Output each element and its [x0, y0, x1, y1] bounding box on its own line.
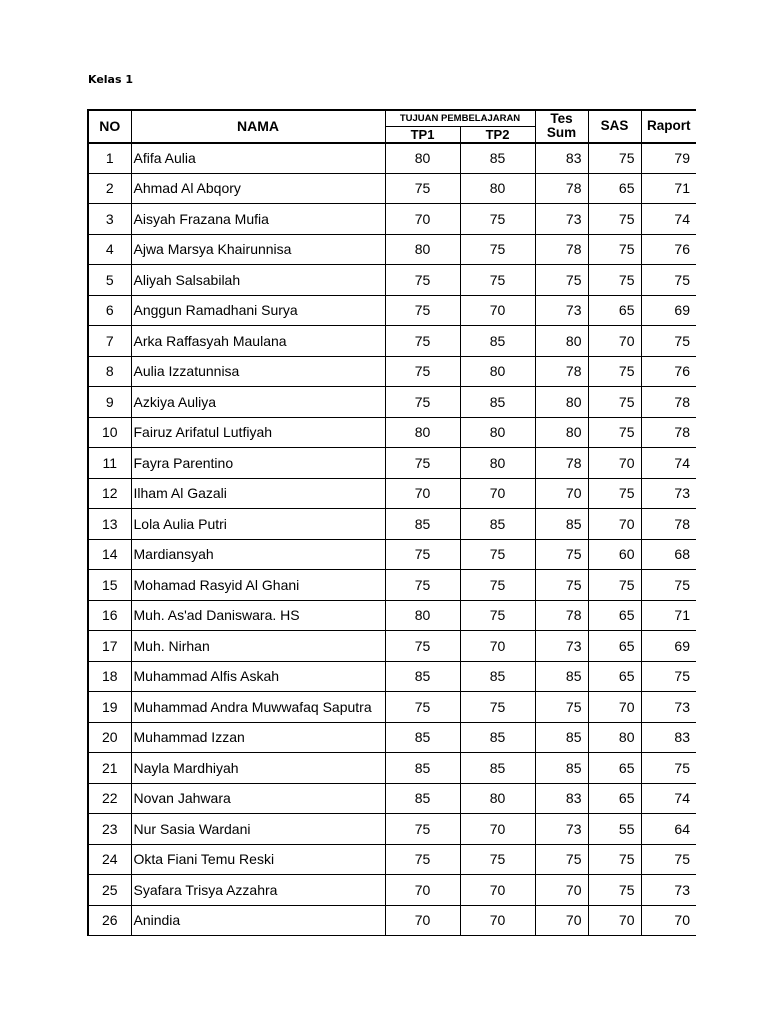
- cell-tp1: 80: [385, 417, 460, 448]
- cell-no: 5: [88, 265, 131, 296]
- table-row: [88, 234, 696, 265]
- cell-sas: 70: [588, 509, 641, 540]
- table-row: [88, 814, 696, 845]
- table-header: [88, 110, 696, 143]
- cell-tp1: 70: [385, 905, 460, 936]
- cell-sas: 75: [588, 417, 641, 448]
- cell-nama: Fairuz Arifatul Lutfiyah: [131, 417, 385, 448]
- cell-tes-sum: 80: [535, 326, 588, 357]
- cell-tp1: 70: [385, 478, 460, 509]
- cell-tp2: 75: [460, 570, 535, 601]
- cell-sas: 75: [588, 356, 641, 387]
- cell-tp2: 85: [460, 143, 535, 174]
- cell-tp1: 75: [385, 570, 460, 601]
- cell-nama: Mohamad Rasyid Al Ghani: [131, 570, 385, 601]
- cell-tp2: 85: [460, 326, 535, 357]
- cell-tp2: 80: [460, 783, 535, 814]
- cell-nama: Novan Jahwara: [131, 783, 385, 814]
- cell-tp1: 75: [385, 692, 460, 723]
- cell-raport: 75: [641, 844, 696, 875]
- header-sas: SAS: [588, 110, 641, 143]
- cell-tp2: 75: [460, 600, 535, 631]
- cell-sas: 75: [588, 143, 641, 174]
- cell-raport: 69: [641, 631, 696, 662]
- cell-no: 15: [88, 570, 131, 601]
- cell-sas: 75: [588, 265, 641, 296]
- cell-sas: 65: [588, 661, 641, 692]
- cell-tp1: 85: [385, 661, 460, 692]
- cell-nama: Arka Raffasyah Maulana: [131, 326, 385, 357]
- cell-no: 7: [88, 326, 131, 357]
- cell-tp1: 80: [385, 143, 460, 174]
- cell-no: 3: [88, 204, 131, 235]
- cell-no: 6: [88, 295, 131, 326]
- cell-no: 20: [88, 722, 131, 753]
- cell-no: 24: [88, 844, 131, 875]
- cell-tp2: 85: [460, 661, 535, 692]
- cell-raport: 73: [641, 478, 696, 509]
- cell-no: 4: [88, 234, 131, 265]
- header-tp2: TP2: [460, 126, 535, 143]
- cell-tes-sum: 73: [535, 814, 588, 845]
- cell-tp2: 75: [460, 844, 535, 875]
- cell-nama: Okta Fiani Temu Reski: [131, 844, 385, 875]
- cell-no: 17: [88, 631, 131, 662]
- cell-raport: 76: [641, 356, 696, 387]
- table-row: [88, 173, 696, 204]
- cell-raport: 79: [641, 143, 696, 174]
- cell-tp1: 75: [385, 448, 460, 479]
- cell-tp1: 80: [385, 600, 460, 631]
- cell-tes-sum: 75: [535, 265, 588, 296]
- cell-sas: 55: [588, 814, 641, 845]
- cell-tp2: 75: [460, 234, 535, 265]
- cell-sas: 80: [588, 722, 641, 753]
- cell-tes-sum: 85: [535, 661, 588, 692]
- cell-no: 10: [88, 417, 131, 448]
- cell-tp2: 70: [460, 478, 535, 509]
- table-row: [88, 326, 696, 357]
- table-row: [88, 661, 696, 692]
- cell-sas: 75: [588, 204, 641, 235]
- cell-tes-sum: 75: [535, 570, 588, 601]
- cell-tp1: 75: [385, 356, 460, 387]
- cell-tes-sum: 80: [535, 417, 588, 448]
- cell-nama: Ahmad Al Abqory: [131, 173, 385, 204]
- cell-sas: 60: [588, 539, 641, 570]
- cell-tes-sum: 83: [535, 143, 588, 174]
- cell-sas: 65: [588, 783, 641, 814]
- cell-tes-sum: 78: [535, 173, 588, 204]
- cell-raport: 69: [641, 295, 696, 326]
- cell-nama: Mardiansyah: [131, 539, 385, 570]
- cell-tp2: 85: [460, 509, 535, 540]
- cell-sas: 65: [588, 173, 641, 204]
- cell-tes-sum: 85: [535, 509, 588, 540]
- cell-tes-sum: 78: [535, 356, 588, 387]
- cell-tes-sum: 83: [535, 783, 588, 814]
- cell-tp1: 85: [385, 509, 460, 540]
- cell-tp2: 75: [460, 692, 535, 723]
- cell-no: 26: [88, 905, 131, 936]
- cell-tp1: 85: [385, 783, 460, 814]
- cell-tes-sum: 70: [535, 478, 588, 509]
- table-row: [88, 631, 696, 662]
- table-row: [88, 295, 696, 326]
- cell-tes-sum: 73: [535, 631, 588, 662]
- header-tujuan-pembelajaran: TUJUAN PEMBELAJARAN: [385, 110, 535, 126]
- table-row: [88, 478, 696, 509]
- cell-nama: Afifa Aulia: [131, 143, 385, 174]
- table-row: [88, 387, 696, 418]
- cell-tp1: 85: [385, 753, 460, 784]
- cell-tp2: 85: [460, 722, 535, 753]
- cell-nama: Aliyah Salsabilah: [131, 265, 385, 296]
- cell-no: 8: [88, 356, 131, 387]
- cell-nama: Anindia: [131, 905, 385, 936]
- cell-raport: 76: [641, 234, 696, 265]
- cell-no: 23: [88, 814, 131, 845]
- cell-no: 19: [88, 692, 131, 723]
- header-tes-sum: [535, 110, 588, 143]
- cell-raport: 75: [641, 326, 696, 357]
- cell-no: 1: [88, 143, 131, 174]
- table-row: [88, 539, 696, 570]
- cell-nama: Muh. As'ad Daniswara. HS: [131, 600, 385, 631]
- cell-tes-sum: 85: [535, 722, 588, 753]
- table-row: [88, 265, 696, 296]
- cell-raport: 70: [641, 905, 696, 936]
- header-nama: NAMA: [131, 110, 385, 143]
- cell-raport: 73: [641, 692, 696, 723]
- cell-nama: Azkiya Auliya: [131, 387, 385, 418]
- table-row: [88, 204, 696, 235]
- cell-tes-sum: 75: [535, 844, 588, 875]
- header-tp1: TP1: [385, 126, 460, 143]
- cell-raport: 64: [641, 814, 696, 845]
- cell-tes-sum: 85: [535, 753, 588, 784]
- cell-no: 13: [88, 509, 131, 540]
- cell-tp2: 85: [460, 387, 535, 418]
- cell-tp1: 75: [385, 265, 460, 296]
- cell-raport: 74: [641, 783, 696, 814]
- cell-raport: 74: [641, 204, 696, 235]
- table-row: [88, 570, 696, 601]
- table-row: [88, 875, 696, 906]
- cell-tp1: 85: [385, 722, 460, 753]
- header-raport: Raport: [641, 110, 696, 143]
- grades-table: [87, 109, 696, 936]
- cell-sas: 65: [588, 295, 641, 326]
- cell-no: 21: [88, 753, 131, 784]
- cell-tp1: 75: [385, 387, 460, 418]
- cell-tp2: 75: [460, 539, 535, 570]
- cell-tes-sum: 73: [535, 204, 588, 235]
- cell-tes-sum: 78: [535, 600, 588, 631]
- cell-tp1: 80: [385, 234, 460, 265]
- cell-tes-sum: 70: [535, 875, 588, 906]
- cell-no: 9: [88, 387, 131, 418]
- table-row: [88, 783, 696, 814]
- table-row: [88, 448, 696, 479]
- cell-tes-sum: 78: [535, 234, 588, 265]
- cell-nama: Lola Aulia Putri: [131, 509, 385, 540]
- cell-sas: 70: [588, 448, 641, 479]
- cell-tp2: 80: [460, 448, 535, 479]
- cell-tp1: 75: [385, 539, 460, 570]
- table-row: [88, 692, 696, 723]
- table-row: [88, 844, 696, 875]
- cell-nama: Fayra Parentino: [131, 448, 385, 479]
- cell-sas: 65: [588, 631, 641, 662]
- cell-nama: Ilham Al Gazali: [131, 478, 385, 509]
- table-row: [88, 509, 696, 540]
- cell-no: 22: [88, 783, 131, 814]
- cell-tp2: 70: [460, 875, 535, 906]
- cell-raport: 75: [641, 753, 696, 784]
- cell-tes-sum: 80: [535, 387, 588, 418]
- cell-tp1: 75: [385, 631, 460, 662]
- cell-sas: 65: [588, 753, 641, 784]
- class-caption: Kelas 1: [88, 73, 134, 86]
- table-row: [88, 417, 696, 448]
- cell-tp1: 75: [385, 173, 460, 204]
- cell-tp1: 75: [385, 326, 460, 357]
- cell-nama: Aulia Izzatunnisa: [131, 356, 385, 387]
- cell-nama: Muhammad Andra Muwwafaq Saputra: [131, 692, 385, 723]
- cell-raport: 78: [641, 387, 696, 418]
- table-row: [88, 356, 696, 387]
- table-row: [88, 905, 696, 936]
- cell-raport: 75: [641, 265, 696, 296]
- cell-tes-sum: 75: [535, 692, 588, 723]
- cell-no: 16: [88, 600, 131, 631]
- cell-nama: Anggun Ramadhani Surya: [131, 295, 385, 326]
- cell-sas: 75: [588, 478, 641, 509]
- cell-tes-sum: 75: [535, 539, 588, 570]
- cell-tp2: 70: [460, 631, 535, 662]
- cell-sas: 75: [588, 570, 641, 601]
- cell-tp1: 75: [385, 844, 460, 875]
- cell-tp2: 70: [460, 295, 535, 326]
- cell-tes-sum: 70: [535, 905, 588, 936]
- cell-sas: 70: [588, 692, 641, 723]
- cell-no: 2: [88, 173, 131, 204]
- cell-tp2: 80: [460, 417, 535, 448]
- cell-tp1: 70: [385, 204, 460, 235]
- cell-tp2: 85: [460, 753, 535, 784]
- table-row: [88, 143, 696, 174]
- cell-raport: 68: [641, 539, 696, 570]
- cell-raport: 71: [641, 600, 696, 631]
- cell-tp1: 70: [385, 875, 460, 906]
- cell-tp2: 70: [460, 814, 535, 845]
- cell-nama: Muh. Nirhan: [131, 631, 385, 662]
- table-body: [88, 143, 696, 936]
- cell-sas: 75: [588, 875, 641, 906]
- header-tes-line1: Tes: [550, 111, 573, 127]
- cell-raport: 75: [641, 661, 696, 692]
- cell-raport: 75: [641, 570, 696, 601]
- cell-raport: 73: [641, 875, 696, 906]
- header-tes-line2: Sum: [546, 125, 577, 141]
- header-no: NO: [88, 110, 131, 143]
- cell-tp2: 75: [460, 204, 535, 235]
- cell-sas: 75: [588, 844, 641, 875]
- cell-tp2: 80: [460, 356, 535, 387]
- cell-nama: Nayla Mardhiyah: [131, 753, 385, 784]
- cell-no: 14: [88, 539, 131, 570]
- cell-raport: 74: [641, 448, 696, 479]
- table-row: [88, 600, 696, 631]
- cell-no: 11: [88, 448, 131, 479]
- table-row: [88, 753, 696, 784]
- cell-tp2: 75: [460, 265, 535, 296]
- cell-raport: 78: [641, 417, 696, 448]
- cell-no: 12: [88, 478, 131, 509]
- cell-sas: 65: [588, 600, 641, 631]
- cell-tp2: 80: [460, 173, 535, 204]
- cell-no: 18: [88, 661, 131, 692]
- cell-sas: 75: [588, 234, 641, 265]
- cell-tp2: 70: [460, 905, 535, 936]
- cell-no: 25: [88, 875, 131, 906]
- cell-sas: 70: [588, 326, 641, 357]
- cell-sas: 70: [588, 905, 641, 936]
- cell-nama: Nur Sasia Wardani: [131, 814, 385, 845]
- cell-raport: 71: [641, 173, 696, 204]
- table-row: [88, 722, 696, 753]
- cell-nama: Ajwa Marsya Khairunnisa: [131, 234, 385, 265]
- cell-sas: 75: [588, 387, 641, 418]
- cell-tp1: 75: [385, 814, 460, 845]
- cell-nama: Aisyah Frazana Mufia: [131, 204, 385, 235]
- cell-raport: 83: [641, 722, 696, 753]
- cell-tp1: 75: [385, 295, 460, 326]
- cell-tes-sum: 78: [535, 448, 588, 479]
- cell-raport: 78: [641, 509, 696, 540]
- cell-tes-sum: 73: [535, 295, 588, 326]
- cell-nama: Syafara Trisya Azzahra: [131, 875, 385, 906]
- cell-nama: Muhammad Alfis Askah: [131, 661, 385, 692]
- cell-nama: Muhammad Izzan: [131, 722, 385, 753]
